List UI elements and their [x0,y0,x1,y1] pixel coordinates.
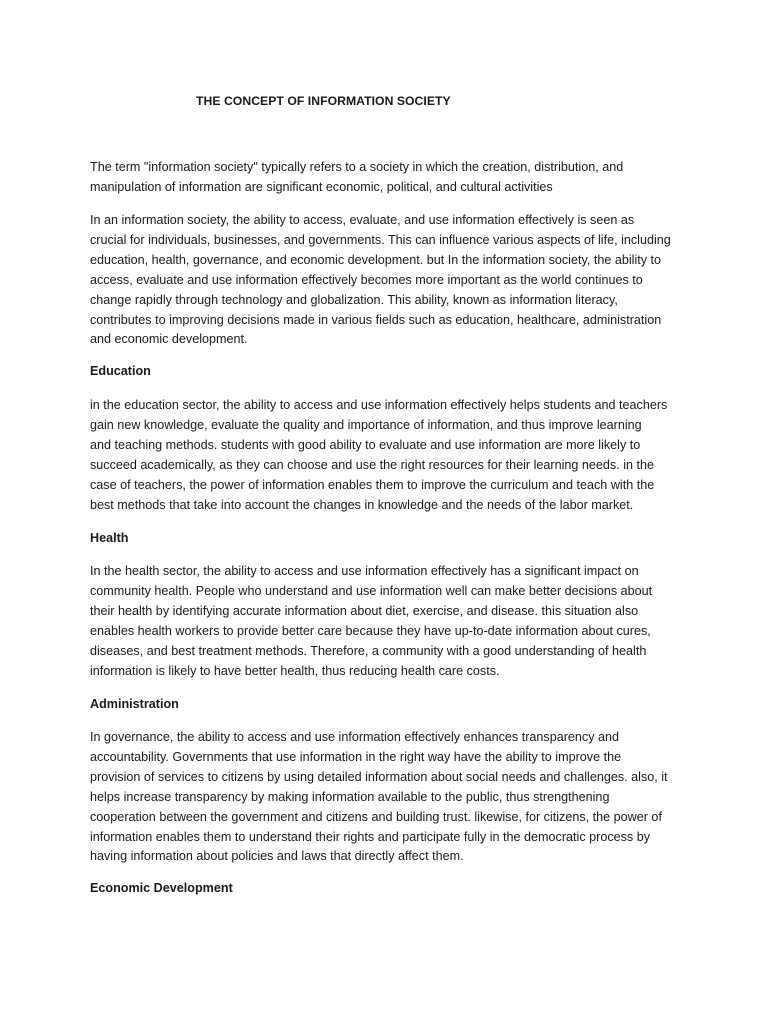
section-heading-administration: Administration [90,697,179,711]
paragraph-line: diseases, and best treatment methods. Therefore, a community with a good understanding of health [90,643,647,658]
paragraph-line: accountability. Governments that use information in the right way have the ability to improve the [90,749,622,764]
paragraph-line: their health by identifying accurate information about diet, exercise, and disease. this situation also [90,603,639,618]
section-heading-economic-development: Economic Development [90,881,233,895]
education-paragraph [90,396,690,515]
health-paragraph [90,562,690,681]
paragraph-line: case of teachers, the power of information enables them to improve the curriculum and teach with the [90,477,655,492]
paragraph-line: having information about policies and laws that directly affect them. [90,849,464,864]
paragraph-line: and economic development. [90,332,248,347]
paragraph-line: In governance, the ability to access and use information effectively enhances transparency and [90,730,620,744]
paragraph-line: gain new knowledge, evaluate the quality and importance of information, and thus improve learning [90,417,642,432]
paragraph-line: crucial for individuals, businesses, and governments. This can influence various aspects of life, including [90,232,671,247]
paragraph-line: and teaching methods. students with good ability to evaluate and use information are more likely to [90,437,641,452]
paragraph-line: information is likely to have better health, thus reducing health care costs. [90,663,500,678]
paragraph-line: The term "information society" typically refers to a society in which the creation, distribution, and [90,160,624,174]
paragraph-line: In the health sector, the ability to access and use information effectively has a significant impact on [90,564,639,578]
paragraph-line: succeed academically, as they can choose and use the right resources for their learning needs. in the [90,457,655,472]
paragraph-line: best methods that take into account the changes in knowledge and the needs of the labor market. [90,497,634,512]
paragraph-line: enables health workers to provide better care because they have up-to-date information about cures, [90,623,651,638]
paragraph-line: provision of services to citizens by using detailed information about social needs and challenges. also, it [90,769,668,784]
paragraph-line: access, evaluate and use information effectively becomes more important as the world continues to [90,272,643,287]
section-heading-health: Health [90,531,129,545]
paragraph-line: manipulation of information are significant economic, political, and cultural activities [90,179,553,194]
paragraph-line: education, health, governance, and economic development. but In the information society, the ability to [90,252,662,267]
paragraph-line: information enables them to understand their rights and participate fully in the democratic process by [90,829,651,844]
paragraph-line: helps increase transparency by making information available to the public, thus strengthening [90,789,610,804]
section-heading-education: Education [90,364,151,378]
administration-paragraph [90,728,690,867]
paragraph-line: community health. People who understand and use information well can make better decisions about [90,583,653,598]
paragraph-line: change rapidly through technology and globalization. This ability, known as information literacy, [90,292,618,307]
paragraph-line: cooperation between the government and citizens and building trust. likewise, for citizens, the power of [90,809,662,824]
paragraph-line: in the education sector, the ability to access and use information effectively helps students and teachers [90,398,668,412]
document-title: THE CONCEPT OF INFORMATION SOCIETY [196,94,451,108]
paragraph-line: In an information society, the ability to access, evaluate, and use information effectively is seen as [90,213,635,227]
paragraph-line: contributes to improving decisions made in various fields such as education, healthcare, administration [90,312,662,327]
second-paragraph [90,211,690,350]
intro-paragraph [90,158,690,198]
